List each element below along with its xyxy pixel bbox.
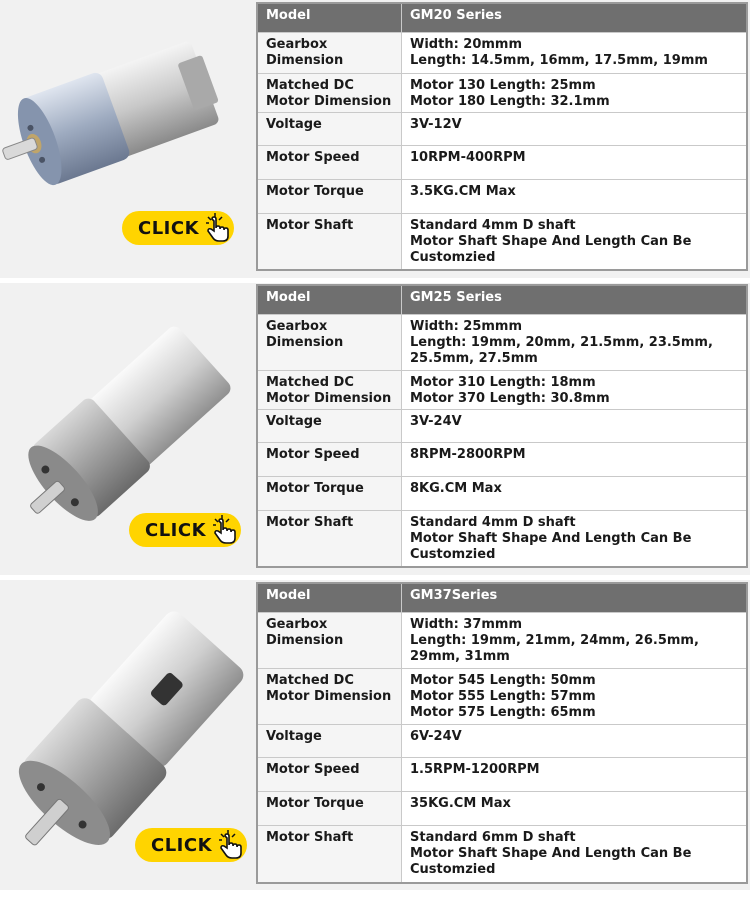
spec-table-gm37 bbox=[256, 582, 748, 884]
spec-table-gm25 bbox=[256, 284, 748, 568]
row-key: Motor Shaft bbox=[257, 826, 402, 883]
row-key: Matched DC Motor Dimension bbox=[257, 74, 402, 113]
value-line: Standard 6mm D shaft bbox=[410, 830, 576, 845]
value-line: Motor 575 Length: 65mm bbox=[410, 705, 596, 720]
row-key: Gearbox Dimension bbox=[257, 315, 402, 371]
row-key: Motor Speed bbox=[257, 758, 402, 792]
table-row bbox=[257, 113, 747, 146]
table-row bbox=[257, 669, 747, 725]
value-line: Length: 14.5mm, 16mm, 17.5mm, 19mm bbox=[410, 53, 708, 68]
table-row bbox=[257, 146, 747, 180]
value-line: Motor Shaft Shape And Length Can Be Customzied bbox=[410, 846, 692, 877]
row-value bbox=[402, 315, 748, 371]
header-key: Model bbox=[257, 3, 402, 33]
row-value bbox=[402, 214, 748, 270]
row-key: Motor Speed bbox=[257, 146, 402, 180]
row-key: Voltage bbox=[257, 725, 402, 758]
table-row bbox=[257, 214, 747, 270]
row-value bbox=[402, 669, 748, 725]
row-key: Motor Torque bbox=[257, 792, 402, 826]
row-value: 8KG.CM Max bbox=[402, 477, 748, 511]
row-key: Motor Shaft bbox=[257, 511, 402, 567]
pointer-hand-icon bbox=[209, 515, 239, 547]
click-label: CLICK bbox=[151, 834, 213, 856]
value-line: Motor 130 Length: 25mm bbox=[410, 78, 596, 93]
table-row bbox=[257, 826, 747, 883]
value-line: Motor 370 Length: 30.8mm bbox=[410, 391, 610, 406]
click-button-gm20[interactable] bbox=[122, 211, 234, 245]
value-line: Motor 555 Length: 57mm bbox=[410, 689, 596, 704]
row-value: 10RPM-400RPM bbox=[402, 146, 748, 180]
value-line: Motor 545 Length: 50mm bbox=[410, 673, 596, 688]
row-value: 6V-24V bbox=[402, 725, 748, 758]
value-line: Standard 4mm D shaft bbox=[410, 515, 576, 530]
pointer-hand-icon bbox=[202, 213, 232, 245]
row-value: 1.5RPM-1200RPM bbox=[402, 758, 748, 792]
row-key: Voltage bbox=[257, 410, 402, 443]
table-row bbox=[257, 443, 747, 477]
table-row bbox=[257, 33, 747, 74]
table-row bbox=[257, 477, 747, 511]
value-line: Motor 310 Length: 18mm bbox=[410, 375, 596, 390]
header-value: GM25 Series bbox=[402, 285, 748, 315]
value-line: Length: 19mm, 20mm, 21.5mm, 23.5mm, 25.5mm, 27.5mm bbox=[410, 335, 713, 366]
row-value bbox=[402, 511, 748, 567]
table-header-row bbox=[257, 3, 747, 33]
row-key: Gearbox Dimension bbox=[257, 33, 402, 74]
value-line: Width: 37mmm bbox=[410, 617, 523, 632]
row-value bbox=[402, 33, 748, 74]
row-key: Motor Torque bbox=[257, 180, 402, 214]
row-key: Matched DC Motor Dimension bbox=[257, 669, 402, 725]
header-value: GM20 Series bbox=[402, 3, 748, 33]
value-line: Width: 25mmm bbox=[410, 319, 523, 334]
pointer-hand-icon bbox=[215, 830, 245, 862]
click-label: CLICK bbox=[145, 519, 207, 541]
table-row bbox=[257, 792, 747, 826]
table-row bbox=[257, 74, 747, 113]
row-value: 8RPM-2800RPM bbox=[402, 443, 748, 477]
value-line: Motor Shaft Shape And Length Can Be Customzied bbox=[410, 234, 692, 265]
value-line: Width: 20mmm bbox=[410, 37, 523, 52]
row-value: 3V-24V bbox=[402, 410, 748, 443]
header-value: GM37Series bbox=[402, 583, 748, 613]
table-row bbox=[257, 410, 747, 443]
row-value bbox=[402, 74, 748, 113]
table-row bbox=[257, 758, 747, 792]
table-row bbox=[257, 511, 747, 567]
click-label: CLICK bbox=[138, 217, 200, 239]
table-row bbox=[257, 613, 747, 669]
row-key: Matched DC Motor Dimension bbox=[257, 371, 402, 410]
table-row bbox=[257, 725, 747, 758]
row-key: Motor Torque bbox=[257, 477, 402, 511]
value-line: Motor 180 Length: 32.1mm bbox=[410, 94, 610, 109]
value-line: Length: 19mm, 21mm, 24mm, 26.5mm, 29mm, 31mm bbox=[410, 633, 699, 664]
click-button-gm25[interactable] bbox=[129, 513, 241, 547]
row-key: Motor Speed bbox=[257, 443, 402, 477]
row-value bbox=[402, 371, 748, 410]
row-value bbox=[402, 613, 748, 669]
row-value bbox=[402, 826, 748, 883]
table-row bbox=[257, 371, 747, 410]
table-header-row bbox=[257, 583, 747, 613]
spec-table-gm20 bbox=[256, 2, 748, 271]
value-line: Standard 4mm D shaft bbox=[410, 218, 576, 233]
row-key: Gearbox Dimension bbox=[257, 613, 402, 669]
row-value: 3.5KG.CM Max bbox=[402, 180, 748, 214]
value-line: Motor Shaft Shape And Length Can Be Customzied bbox=[410, 531, 692, 562]
header-key: Model bbox=[257, 583, 402, 613]
row-value: 35KG.CM Max bbox=[402, 792, 748, 826]
table-header-row bbox=[257, 285, 747, 315]
row-key: Voltage bbox=[257, 113, 402, 146]
row-value: 3V-12V bbox=[402, 113, 748, 146]
table-row bbox=[257, 180, 747, 214]
row-key: Motor Shaft bbox=[257, 214, 402, 270]
click-button-gm37[interactable] bbox=[135, 828, 247, 862]
table-row bbox=[257, 315, 747, 371]
header-key: Model bbox=[257, 285, 402, 315]
